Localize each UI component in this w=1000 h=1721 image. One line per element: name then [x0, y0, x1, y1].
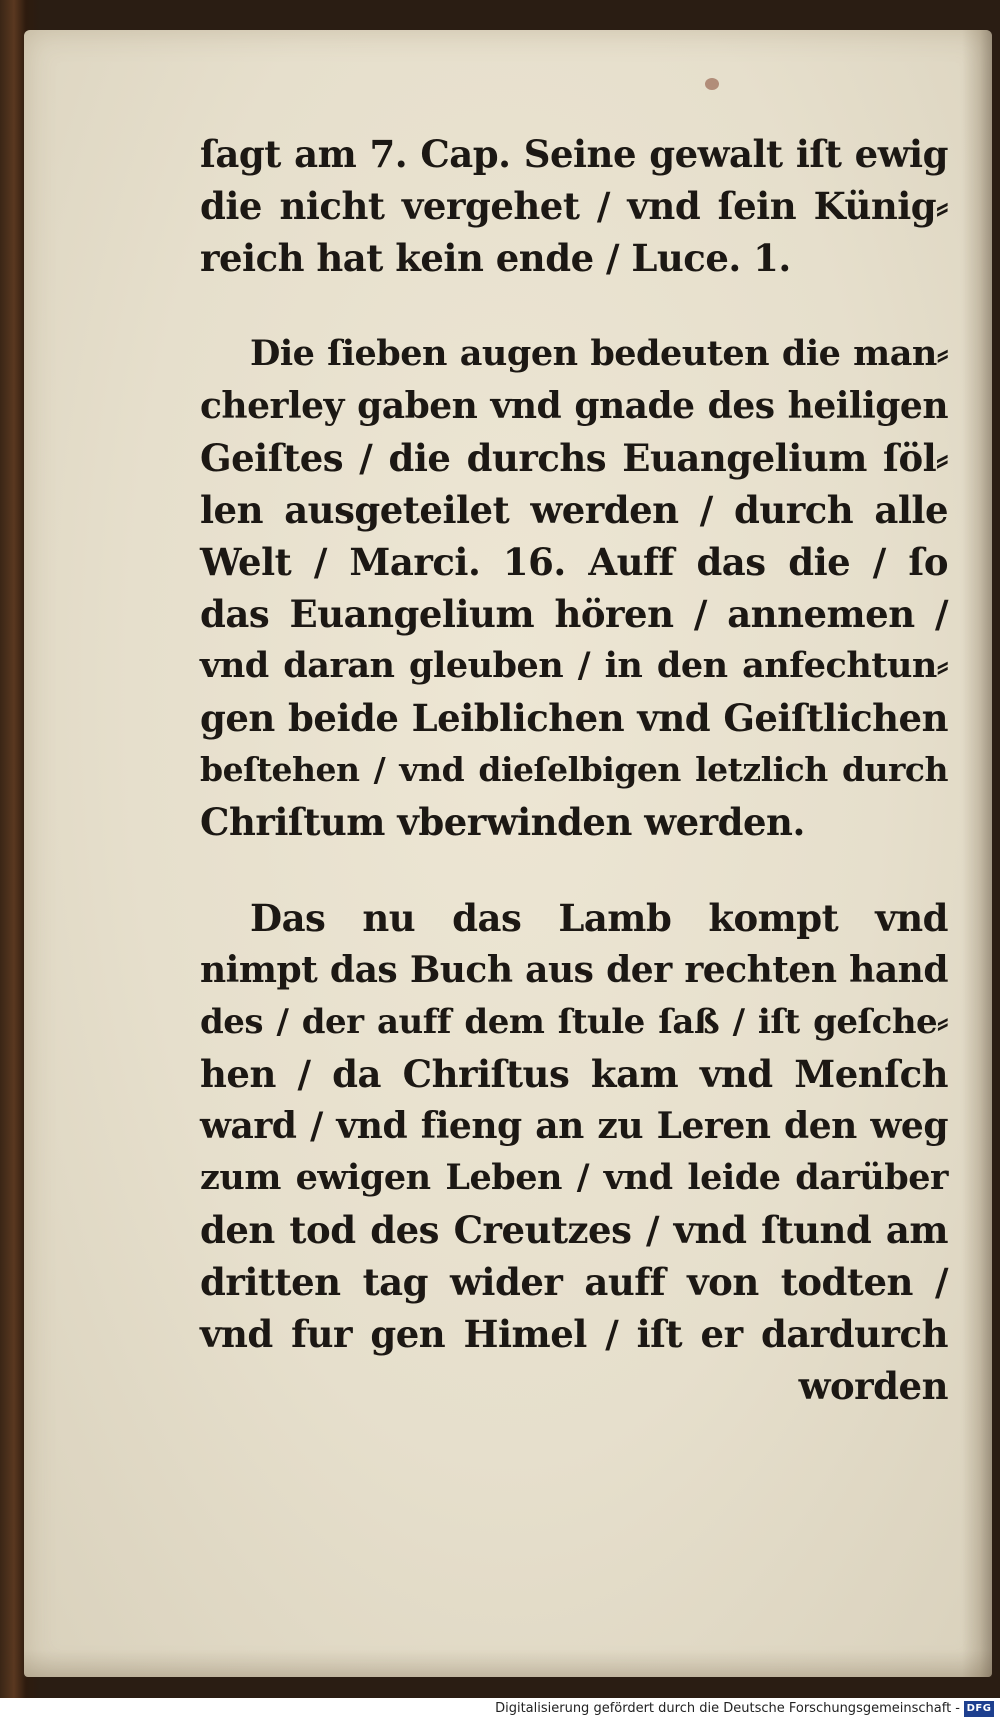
text-line: ſagt am 7. Cap. Seine gewalt iſt ewig: [200, 132, 948, 176]
text-line: Die ſieben augen bedeuten die man⸗: [250, 333, 948, 374]
text-line: gen beide Leiblichen vnd Geiſtlichen: [200, 696, 948, 740]
text-line: cherley gaben vnd gnade des heiligen: [200, 385, 948, 427]
text-line: die nicht vergehet / vnd ſein Künig⸗: [200, 184, 948, 228]
text-line: hen / da Chriſtus kam vnd Menſch: [200, 1052, 948, 1096]
paragraph-2: [200, 328, 948, 848]
text-line: Welt / Marci. 16. Auff das die / ſo: [200, 540, 948, 584]
text-line: das Euangelium hören / annemen /: [200, 592, 948, 636]
text-line: vnd daran gleuben / in den anfechtun⸗: [200, 645, 948, 686]
text-line: Das nu das Lamb kompt vnd: [250, 896, 948, 940]
paragraph-1: [200, 128, 948, 284]
text-line: reich hat kein ende / Luce. 1.: [200, 236, 791, 280]
text-line: len ausgeteilet werden / durch alle: [200, 488, 948, 532]
text-line: zum ewigen Leben / vnd leide darüber: [200, 1157, 948, 1198]
funding-credit: Digitalisierung gefördert durch die Deutsche Forschungsgemeinschaft -: [495, 1701, 960, 1716]
text-line: vnd fur gen Himel / iſt er dardurch: [200, 1312, 948, 1356]
text-line: dritten tag wider auff von todten /: [200, 1260, 948, 1304]
text-line: ward / vnd fieng an zu Leren den weg: [200, 1105, 948, 1147]
catchword: worden: [798, 1364, 948, 1408]
text-line: beſtehen / vnd dieſelbigen letzlich durch: [200, 750, 948, 789]
text-line: nimpt das Buch aus der rechten hand: [200, 949, 948, 991]
paragraph-3: [200, 892, 948, 1360]
text-line: Chriſtum vberwinden werden.: [200, 800, 805, 844]
text-line: des / der auff dem ſtule ſaß / iſt geſche⸗: [200, 1002, 948, 1042]
text-line: Geiſtes / die durchs Euangelium ſöl⸗: [200, 436, 948, 480]
page-text: [200, 128, 948, 1412]
paper-stain: [705, 78, 719, 90]
dfg-logo: DFG: [964, 1701, 994, 1717]
text-line: den tod des Creutzes / vnd ſtund am: [200, 1208, 948, 1252]
